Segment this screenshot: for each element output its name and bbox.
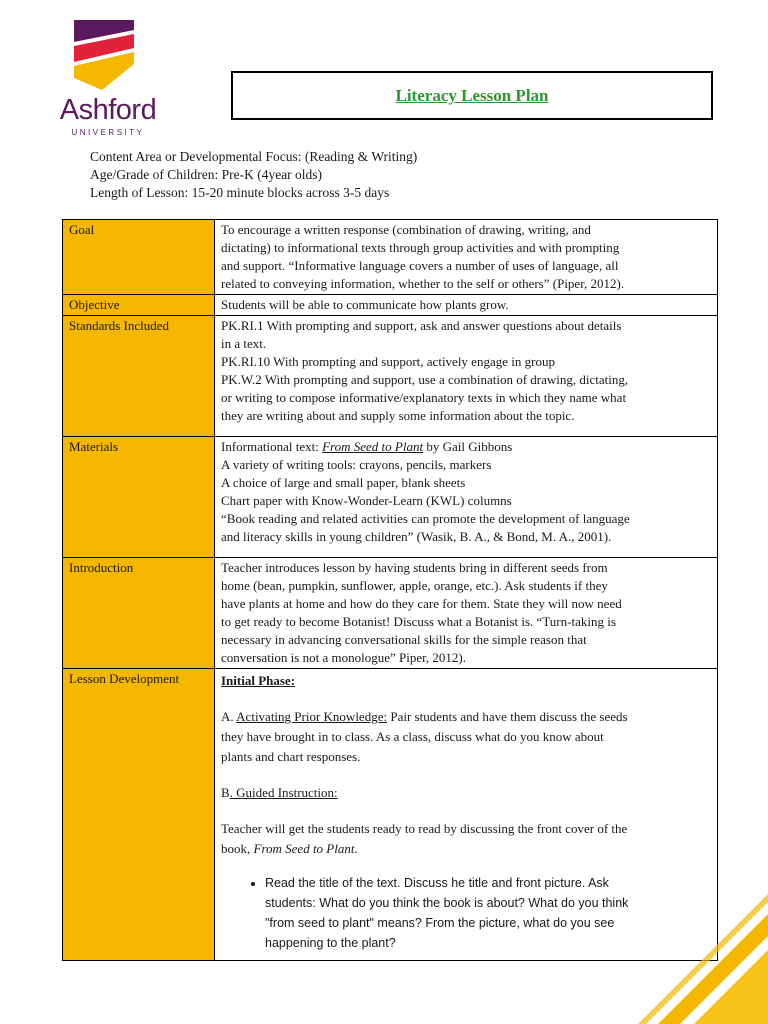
goal-line: To encourage a written response (combination of drawing, writing, and — [221, 222, 591, 237]
step-a-line: plants and chart responses. — [221, 749, 361, 764]
content-area-line: Content Area or Developmental Focus: (Reading & Writing) — [90, 149, 418, 164]
introduction-label: Introduction — [63, 558, 215, 669]
book-title: From Seed to Plant — [322, 439, 424, 454]
goal-line: dictating) to informational texts through group activities and with prompting — [221, 240, 620, 255]
introduction-line: Teacher introduces lesson by having students bring in different seeds from — [221, 560, 608, 575]
materials-content — [215, 437, 718, 558]
introduction-row — [63, 558, 718, 669]
book-title-italic: From Seed to Plant — [253, 841, 355, 856]
goal-row — [63, 220, 718, 295]
lesson-plan-table — [62, 219, 718, 961]
materials-book-line — [221, 438, 711, 456]
standards-line: they are writing about and supply some information about the topic. — [221, 408, 575, 423]
bullet-line: Read the title of the text. Discuss he title and front picture. Ask — [265, 876, 609, 890]
step-b-heading: . Guided Instruction: — [229, 785, 338, 800]
logo-subtitle: UNIVERSITY — [71, 128, 145, 137]
introduction-line: to get ready to become Botanist! Discuss what a Botanist is. “Turn-taking is — [221, 614, 616, 629]
introduction-line: home (bean, pumpkin, sunflower, apple, orange, etc.). Ask students if they — [221, 578, 608, 593]
development-label: Lesson Development — [63, 669, 215, 961]
lesson-meta — [90, 148, 417, 202]
standards-label: Standards Included — [63, 316, 215, 437]
materials-line: A choice of large and small paper, blank sheets — [221, 475, 466, 490]
ashford-logo — [44, 20, 164, 137]
introduction-line: conversation is not a monologue” Piper, 2012). — [221, 650, 466, 665]
objective-label: Objective — [63, 295, 215, 316]
materials-line: “Book reading and related activities can promote the development of language — [221, 511, 630, 526]
standards-content — [215, 316, 718, 437]
decorative-corner-stripes — [628, 854, 768, 1024]
page-title: Literacy Lesson Plan — [395, 85, 549, 105]
standards-line: PK.RI.1 With prompting and support, ask and answer questions about details — [221, 318, 622, 333]
materials-row — [63, 437, 718, 558]
materials-label: Materials — [63, 437, 215, 558]
initial-phase-heading: Initial Phase: — [221, 673, 296, 688]
introduction-line: necessary in advancing conversational skills for the simple reason that — [221, 632, 587, 647]
standards-line: or writing to compose informative/explanatory texts in which they name what — [221, 390, 627, 405]
standards-row — [63, 316, 718, 437]
standards-line: PK.W.2 With prompting and support, use a combination of drawing, dictating, — [221, 372, 629, 387]
standards-line: PK.RI.10 With prompting and support, actively engage in group — [221, 354, 555, 369]
standards-line: in a text. — [221, 336, 267, 351]
introduction-content — [215, 558, 718, 669]
logo-wordmark: Ashford — [59, 94, 157, 126]
development-row — [63, 669, 718, 961]
step-a-prefix: A. — [221, 709, 237, 724]
step-a-line: they have brought in to class. As a class, discuss what do you know about — [221, 729, 604, 744]
goal-line: and support. “Informative language covers a number of uses of language, all — [221, 258, 619, 273]
objective-line: Students will be able to communicate how plants grow. — [221, 297, 509, 312]
lesson-length-line: Length of Lesson: 15-20 minute blocks across 3-5 days — [90, 185, 390, 200]
title-box — [231, 71, 713, 120]
introduction-line: have plants at home and how do they care for them. State they will now need — [221, 596, 622, 611]
goal-content — [215, 220, 718, 295]
step-b-prefix: B — [221, 785, 230, 800]
goal-line: related to conveying information, whether to the self or others” (Piper, 2012). — [221, 276, 625, 291]
materials-prefix: Informational text: — [221, 439, 323, 454]
materials-line: and literacy skills in young children” (Wasik, B. A., & Bond, M. A., 2001). — [221, 529, 612, 544]
step-a-text: Pair students and have them discuss the seeds — [387, 709, 628, 724]
step-b-prefix2: book, — [221, 841, 254, 856]
materials-line: A variety of writing tools: crayons, pencils, markers — [221, 457, 492, 472]
materials-suffix: by Gail Gibbons — [423, 439, 513, 454]
step-b-text: Teacher will get the students ready to read by discussing the front cover of the — [221, 821, 628, 836]
step-b-line — [221, 783, 711, 803]
objective-content — [215, 295, 718, 316]
goal-label: Goal — [63, 220, 215, 295]
step-a-line — [221, 707, 711, 727]
objective-row — [63, 295, 718, 316]
materials-line: Chart paper with Know-Wonder-Learn (KWL) columns — [221, 493, 512, 508]
step-a-heading: Activating Prior Knowledge: — [236, 709, 388, 724]
bullet-line: "from seed to plant" means? From the picture, what do you see — [265, 916, 615, 930]
bullet-line: happening to the plant? — [265, 936, 396, 950]
age-grade-line: Age/Grade of Children: Pre-K (4year olds) — [90, 167, 323, 182]
step-b-suffix: . — [354, 841, 358, 856]
bullet-line: students: What do you think the book is about? What do you think — [265, 896, 629, 910]
ashford-shield-icon — [74, 20, 134, 90]
